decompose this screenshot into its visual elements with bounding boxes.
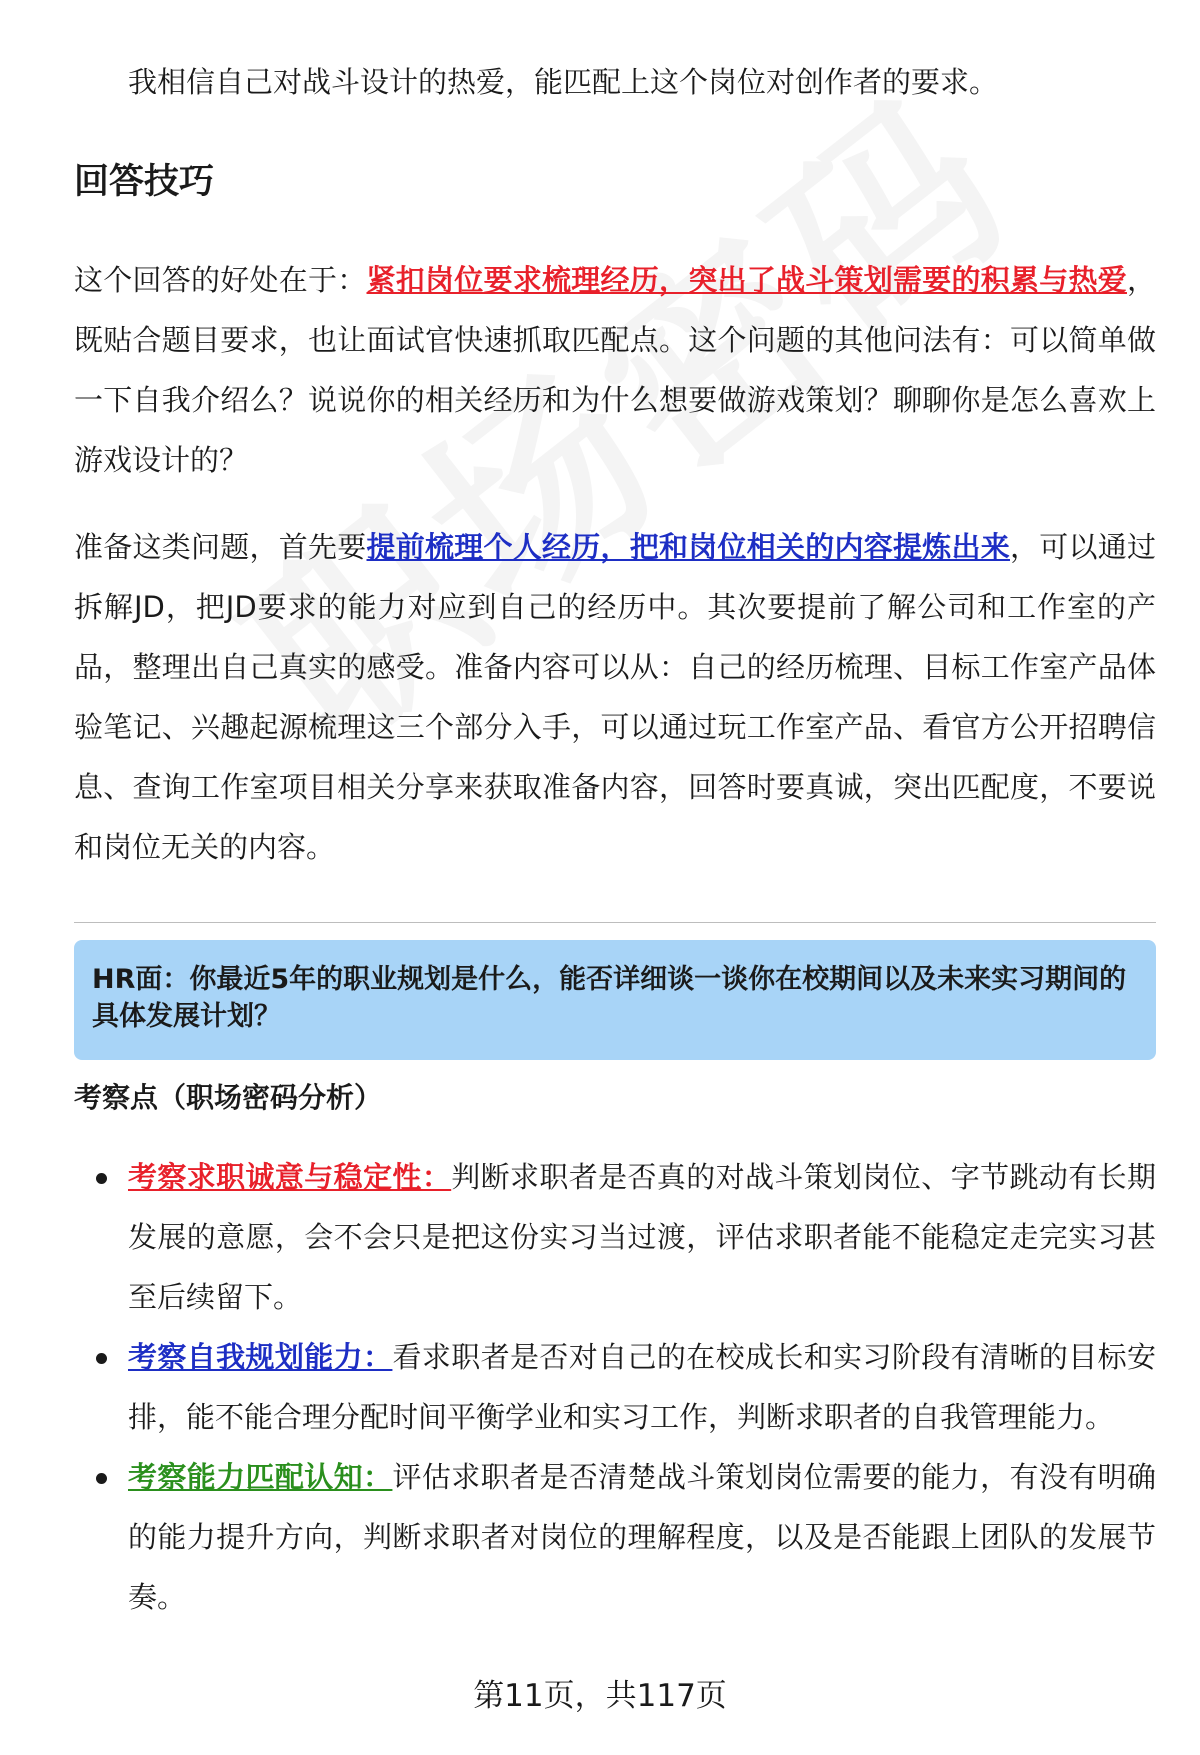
answer-tips-heading: 回答技巧: [74, 162, 215, 202]
paragraph-1-highlight: 紧扣岗位要求梳理经历，突出了战斗策划需要的积累与热爱: [366, 263, 1127, 297]
page-number-footer: 第11页，共117页: [473, 1678, 727, 1714]
assessment-label: 考察能力匹配认知：: [128, 1460, 393, 1494]
paragraph-1-lead: 这个回答的好处在于：: [74, 263, 367, 297]
paragraph-2-lead: 准备这类问题，首先要: [74, 530, 367, 564]
intro-line: 我相信自己对战斗设计的热爱，能匹配上这个岗位对创作者的要求。: [128, 65, 999, 99]
list-item: [90, 1447, 1156, 1627]
assessment-heading: 考察点（职场密码分析）: [74, 1081, 383, 1114]
bullet-icon: [96, 1353, 107, 1364]
assessment-label: 考察自我规划能力：: [128, 1340, 393, 1374]
section-divider: [74, 922, 1156, 923]
answer-tips-paragraph-1: [74, 250, 1156, 490]
question-callout: [74, 940, 1156, 1060]
paragraph-1-rest: ，既贴合题目要求，也让面试官快速抓取匹配点。这个问题的其他问法有：可以简单做一下自我介绍么？说说你的相关经历和为什么想要做游戏策划？聊聊你是怎么喜欢上游戏设计的？: [74, 263, 1156, 477]
list-item: [90, 1147, 1156, 1327]
bullet-icon: [96, 1473, 107, 1484]
list-item: [90, 1327, 1156, 1447]
paragraph-2-highlight: 提前梳理个人经历，把和岗位相关的内容提炼出来: [366, 530, 1010, 564]
bullet-icon: [96, 1173, 107, 1184]
assessment-text: 看求职者是否对自己的在校成长和实习阶段有清晰的目标安排，能不能合理分配时间平衡学业和实习工作，判断求职者的自我管理能力。: [128, 1340, 1156, 1434]
assessment-text: 评估求职者是否清楚战斗策划岗位需要的能力，有没有明确的能力提升方向，判断求职者对岗位的理解程度，以及是否能跟上团队的发展节奏。: [128, 1460, 1156, 1614]
answer-tips-paragraph-2: [74, 517, 1156, 877]
assessment-list: [90, 1147, 1156, 1627]
paragraph-2-rest: ，可以通过拆解JD，把JD要求的能力对应到自己的经历中。其次要提前了解公司和工作室的产品，整理出自己真实的感受。准备内容可以从：自己的经历梳理、目标工作室产品体验笔记、兴趣起源梳理这三个部分入手，可以通过玩工作室产品、看官方公开招聘信息、查询工作室项目相关分享来获取准备内容，回答时要真诚，突出匹配度，不要说和岗位无关的内容。: [74, 530, 1156, 864]
question-text: HR面：你最近5年的职业规划是什么，能否详细谈一谈你在校期间以及未来实习期间的具体发展计划？: [92, 964, 1127, 1032]
assessment-label: 考察求职诚意与稳定性：: [128, 1160, 452, 1194]
assessment-text: 判断求职者是否真的对战斗策划岗位、字节跳动有长期发展的意愿，会不会只是把这份实习当过渡，评估求职者能不能稳定走完实习甚至后续留下。: [128, 1160, 1156, 1314]
